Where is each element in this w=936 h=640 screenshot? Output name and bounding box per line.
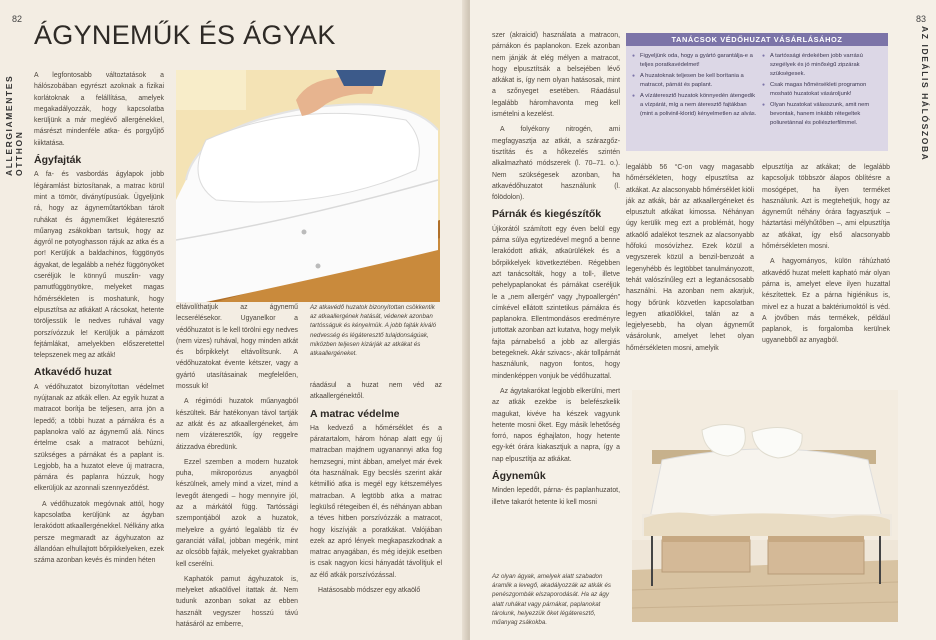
section-body-parnak-2: Az ágytakarókat legjobb elkerülni, mert az atkák ezekbe is belefészkelik magukat, kivéve ha készek vagyunk hetente mosni őket. Egy másik lehetőség forró, napos éghajlaton, hogy hetente egy-két órára kiakasztjuk a napra, így a nap elpusztítja az atkákat.: [492, 387, 620, 463]
tips-list-right: [760, 52, 888, 130]
section-body-agyfajtak: A fa- és vasbordás ágylapok jobb légáramlást biztosítanak, a matrac körül mint a tömör, diványtípusúak. Ügyeljünk rá, hogy az ágynemûtartókban tárolt ruhákat és ágyneműket légáteresztő műanyag zsákokban tartsuk, hogy az ágyról ne potyoghasson rájuk az atka és a por! Kerüljük a baldachinos, függönyös ágyakat, de legalább a nehéz függönyöket cseréljük le könnyű muszlin- vagy pamutfüggönyökre, melyeket magas hőmérsékleten is moshatunk, hogy elpusztítsa az atkákat! A rácsokat, hetente töröljessük le nedves ruhával vagy porszívózzuk le! Kerüljük a pámázott fejtámlákat, amelyekben előszeretettel telepszenek meg az atkák!: [34, 171, 164, 360]
pillow-photo: [176, 70, 440, 302]
col3-paragraph-1: eltávolíthatjuk az ágynemű lecserélésekor. Ugyanelkor a védőhuzatot is le kell törölni egy nedves (nem vizes) ruhával, hogy minden atkát és bőrpikkelyt eltávolítsunk. A védőhuzatokat évente kétszer, vagy a gyártó utasításainak megfelelően, mossuk ki!: [176, 304, 298, 391]
right-page: [470, 0, 936, 640]
side-label-right: AZ IDEÁLIS HÁLÓSZOBA: [920, 26, 930, 162]
col3-paragraph-3: Ezzel szemben a modern huzatok puha, mikroporózus anyagból készülnek, amely mind a vizet, mind a levegőt átengedi – hogy mennyire jól, az a márkától függ. Tartóssági szempontjából azok a huzatok, melyekre a gyártó legalább tíz év garanciát vállal, jobban megérik, mint az olcsóbb fajták, melyeket gyakrabban kell cserélni.: [176, 458, 298, 568]
tip-item: ● A huzatoknak teljesen be kell borítania a matracot, párnát és paplant.: [640, 72, 758, 90]
section-heading-agynemuk: Ágynemûk: [492, 469, 546, 482]
section-heading-agyfajtak: Ágyfajták: [34, 154, 82, 167]
section-body-agynemuk: Minden lepedőt, párna- és paplanhuzatot, illetve takarót hetente ki kell mosni: [492, 487, 620, 506]
right-col1-paragraph-2: A folyékony nitrogén, ami megfagyasztja az atkát, a szárazgőz-tisztítás és a hőkezelés szintén alkalmazható módszerek (l. 70–71. o.). Nem szükségesek azonban, ha atkavédőhuzatot használunk (l. fölödolon).: [492, 126, 620, 202]
tips-title: TANÁCSOK VÉDŐHUZAT VÁSÁRLÁSÁHOZ: [626, 33, 888, 46]
side-label-left: ALLERGIAMENTES OTTHON: [4, 74, 24, 176]
section-heading-matrac: A matrac védelme: [310, 407, 400, 420]
col3-paragraph-2: A régimódi huzatok műanyagból készültek. Bár hatékonyan távol tartják az atkát és az atkaallergéneket, ám nem vízáteresztők, így reggelre átizzadva ébredünk.: [176, 398, 298, 451]
tip-item: ● Olyan huzatokat válasszunk, amit nem bevontak, hanem inkább rétegeltek poliuretánnal és poliészterfilmmel.: [770, 101, 888, 128]
tip-item: ● A tartóssági érdekében jobb varrású szegélyek és jó minőségű zipzárak szükségesek.: [770, 52, 888, 79]
right-text-column-3: [762, 162, 890, 351]
bed-illustration: [632, 390, 898, 622]
col4-paragraph-1: ráadásul a huzat nem véd az atkaallergénektől.: [310, 382, 442, 401]
section-body-matrac: Ha kedvező a hőmérséklet és a páratartalom, három hónap alatt egy új matracban majdnem ugyanannyi atka fog hemzsegni, mint ábban, amelyet már évek óta használnak. Egy becslés szerint akár kétmillió atka is megél egy kétszemélyes matracban. A legtöbb atka a matrac legkülső rétegeiben él, és néhányan abban a téves hitben porszívózzák a matracot, hogy kiszívják a poratkákat. Valójában ezek az apró lények megkapaszkodnak a matrac anyagában, és még idejük esetben is csak nagyon kicsi hányadát távolítjuk el az élő atkák porszívózással.: [310, 424, 442, 579]
bed-photo: [632, 390, 898, 622]
text-column-3: [176, 302, 298, 634]
intro-paragraph: A legfontosabb változtatások a hálószobában egyrészt azoknak a fizikai korlátoknak a felállítása, amelyek megakadályozzák, hogy kapcsolatba kerüljünk a már meglévő allergénekkel, másrészt mindenféle atka- és porgyűjtő kiiktatása.: [34, 72, 164, 147]
page-number-right: 83: [915, 14, 926, 24]
section-body-parnak: Újkorától számított egy éven belül egy párna súlya egytizedével megnő a benne lerakódott atkák, atkaürülékek és a bőrpikkelyek következtében. Régebben azt tanácsolták, hogy a toll-, illetve pehelypaplanokat és párnákat cseréljük le a „nem allergén” vagy „hypoallergén” címkével ellátott szintetikus párnákra és paplanokra. Ellentmondásos eredményre juttottak azonban azt kutatva, hogy melyik fajta párnabelső a jobb az allergiás betegeknek. Akár szivacs-, akár tollpárnát használunk, nagyon fontos, hogy mindenképpen vonjuk be védőhuzattal.: [492, 225, 620, 380]
section-body-matrac-tail: Hatásosabb módszer egy atkaölő: [318, 587, 421, 595]
text-column-1: [34, 70, 164, 570]
right-col3-paragraph-1: elpusztítja az atkákat; de legalább kapcsoljuk többször álapos öblítésre a mosógépet, ha ilyen terméket használunk. Azt is megtehetjük, hogy az ágyneműt néhány órára fagyasztjuk – háztartási mélyhűtőben –, ami elpusztítja az atkákat, így első alacsonyabb hőmérsékleten mosni.: [762, 164, 890, 251]
right-col1-paragraph-1: szer (akraicid) használata a matracon, párnákon és paplanokon. Ezek azonban nem jánják át elég mélyen a matracot, hogy elpusztítsák a belsejében lévő atkákat is, így nem olyan hatásosak, mint a szőnyeget esetében. Ráadásul legalább háromhavonta meg kell ismételni a kezelést.: [492, 32, 620, 119]
section-body-atkavedo: A védőhuzatot bizonyítottan védelmet nyújtanak az atkák ellen. Az egyik huzat a matracot borítja be teljesen, arra jön a lepedő; a többi huzat a párnákra és a paplanokra való az ágynemű alá. Nincs értelme csak a matracot behúzni, szükséges a párnákat és a paplant is. Legjobb, ha a huzatot eleve új matracra, párnára és paplanra húzzuk, hogy elkerüljük az azonnali szennyeződést.: [34, 383, 164, 493]
pillow-photo-caption: Az atkavédő huzatok bizonyítottan csökkentik az atkaallergének hatását, védenek azonban tartósságuk és kényelmük. A jobb fajták kiváló nedvesség és légáteresztő tulajdonságúak, miközben teljesen kizárják az atkákat és atkaallergéneket.: [310, 304, 437, 358]
page-title: ÁGYNEMŰK ÉS ÁGYAK: [34, 20, 336, 50]
right-col2-paragraph-1: legalább 56 °C-on vagy magasabb hőmérsékleten, hogy elpusztítsa az atkákat. Az alacsonyabb hőmérséklet kiöli ják az atkák, bár az atkaallergéneket és elpusztult atkákat kimossa. Néhányan úgy kerülik meg ezt a problémát, hogy atkaölő adalékot tesznek az alacsonyabb hőfokú mosóvízhez. Ezek közül a vegyszerek közül a benzil-benzoát a legenyhébb és legtöbbet tanulmányozott, tehát valószínűleg ezt a legtanácsosabb használni. Ha azonban nem akarjuk, hogy bőrünk közvetlen kapcsolatban legyen atkaölőkkel, talán az a legjelyesebb, ha olyan ágyneműt vásárolunk, amelyet lehet olyan hőmérsékleten mosni, amelyik: [626, 164, 754, 352]
page-number-left: 82: [12, 14, 23, 24]
tip-item: ● A vízáteresztő huzatok könnyedén átengedik a vízpárát, míg a nem áteresztő fajtákban (mint a polivinil-klorid) kényelmetlen az alvás.: [640, 92, 758, 119]
right-text-column-2: [626, 162, 754, 358]
tips-box: [626, 33, 888, 151]
tip-item: ● Figyeljünk oda, hogy a gyártó garantálja-e a teljes poratkavédelmet!: [640, 52, 758, 70]
tips-list-left: [630, 52, 758, 121]
bed-photo-caption: Az olyan ágyak, amelyek alatt szabadon áramlik a levegő, akadályozzák az atkák és penészgombák elszaporodását. Ha az ágy alatt ruhákat vagy párnákat, paplanokat tárolunk, helyezzük őket légáteresztő, műanyag zsákokba.: [492, 573, 611, 627]
col3-paragraph-4: Kaphatók pamut ágyhuzatok is, melyeket atkaölővel itattak át. Nem tudunk azonban sokat az ebben használt vegyszer hosszú távú hatásáról az emberre,: [176, 575, 298, 629]
tip-item: ● Csak magas hőmérsékleti programon mosható huzatokat vásároljunk!: [770, 81, 888, 99]
right-text-column-1: [492, 30, 620, 512]
section-body-atkavedo-2: A védőhuzatok megóvnak attól, hogy kapcsolatba kerüljünk az ágyban lerakódott atkaallergénekkel. Nélkány atka persze megmaradt az ágyhuzaton az állandóan elhullajtott bőrpikkelyeken, ezek száma azonban kevés és minden héten: [34, 500, 164, 565]
left-page: [0, 0, 466, 640]
section-heading-parnak: Párnák és kiegészítők: [492, 208, 602, 221]
pillow-illustration: [176, 70, 440, 302]
text-column-4: [310, 380, 442, 600]
section-heading-atkavedo: Atkavédő huzat: [34, 366, 112, 379]
right-col3-paragraph-2: A hagyományos, külön ráhúzható atkavédő huzat melett kapható már olyan párna is, amelyet eleve ilyen huzattal készítettek. Ez a párna higiénikus is, mivel ez a huzat a baktériumoktól is véd. A jövőben más termékek, például paplanok, is forgalomba kerülnek ugyanebből az anyagból.: [762, 258, 890, 345]
